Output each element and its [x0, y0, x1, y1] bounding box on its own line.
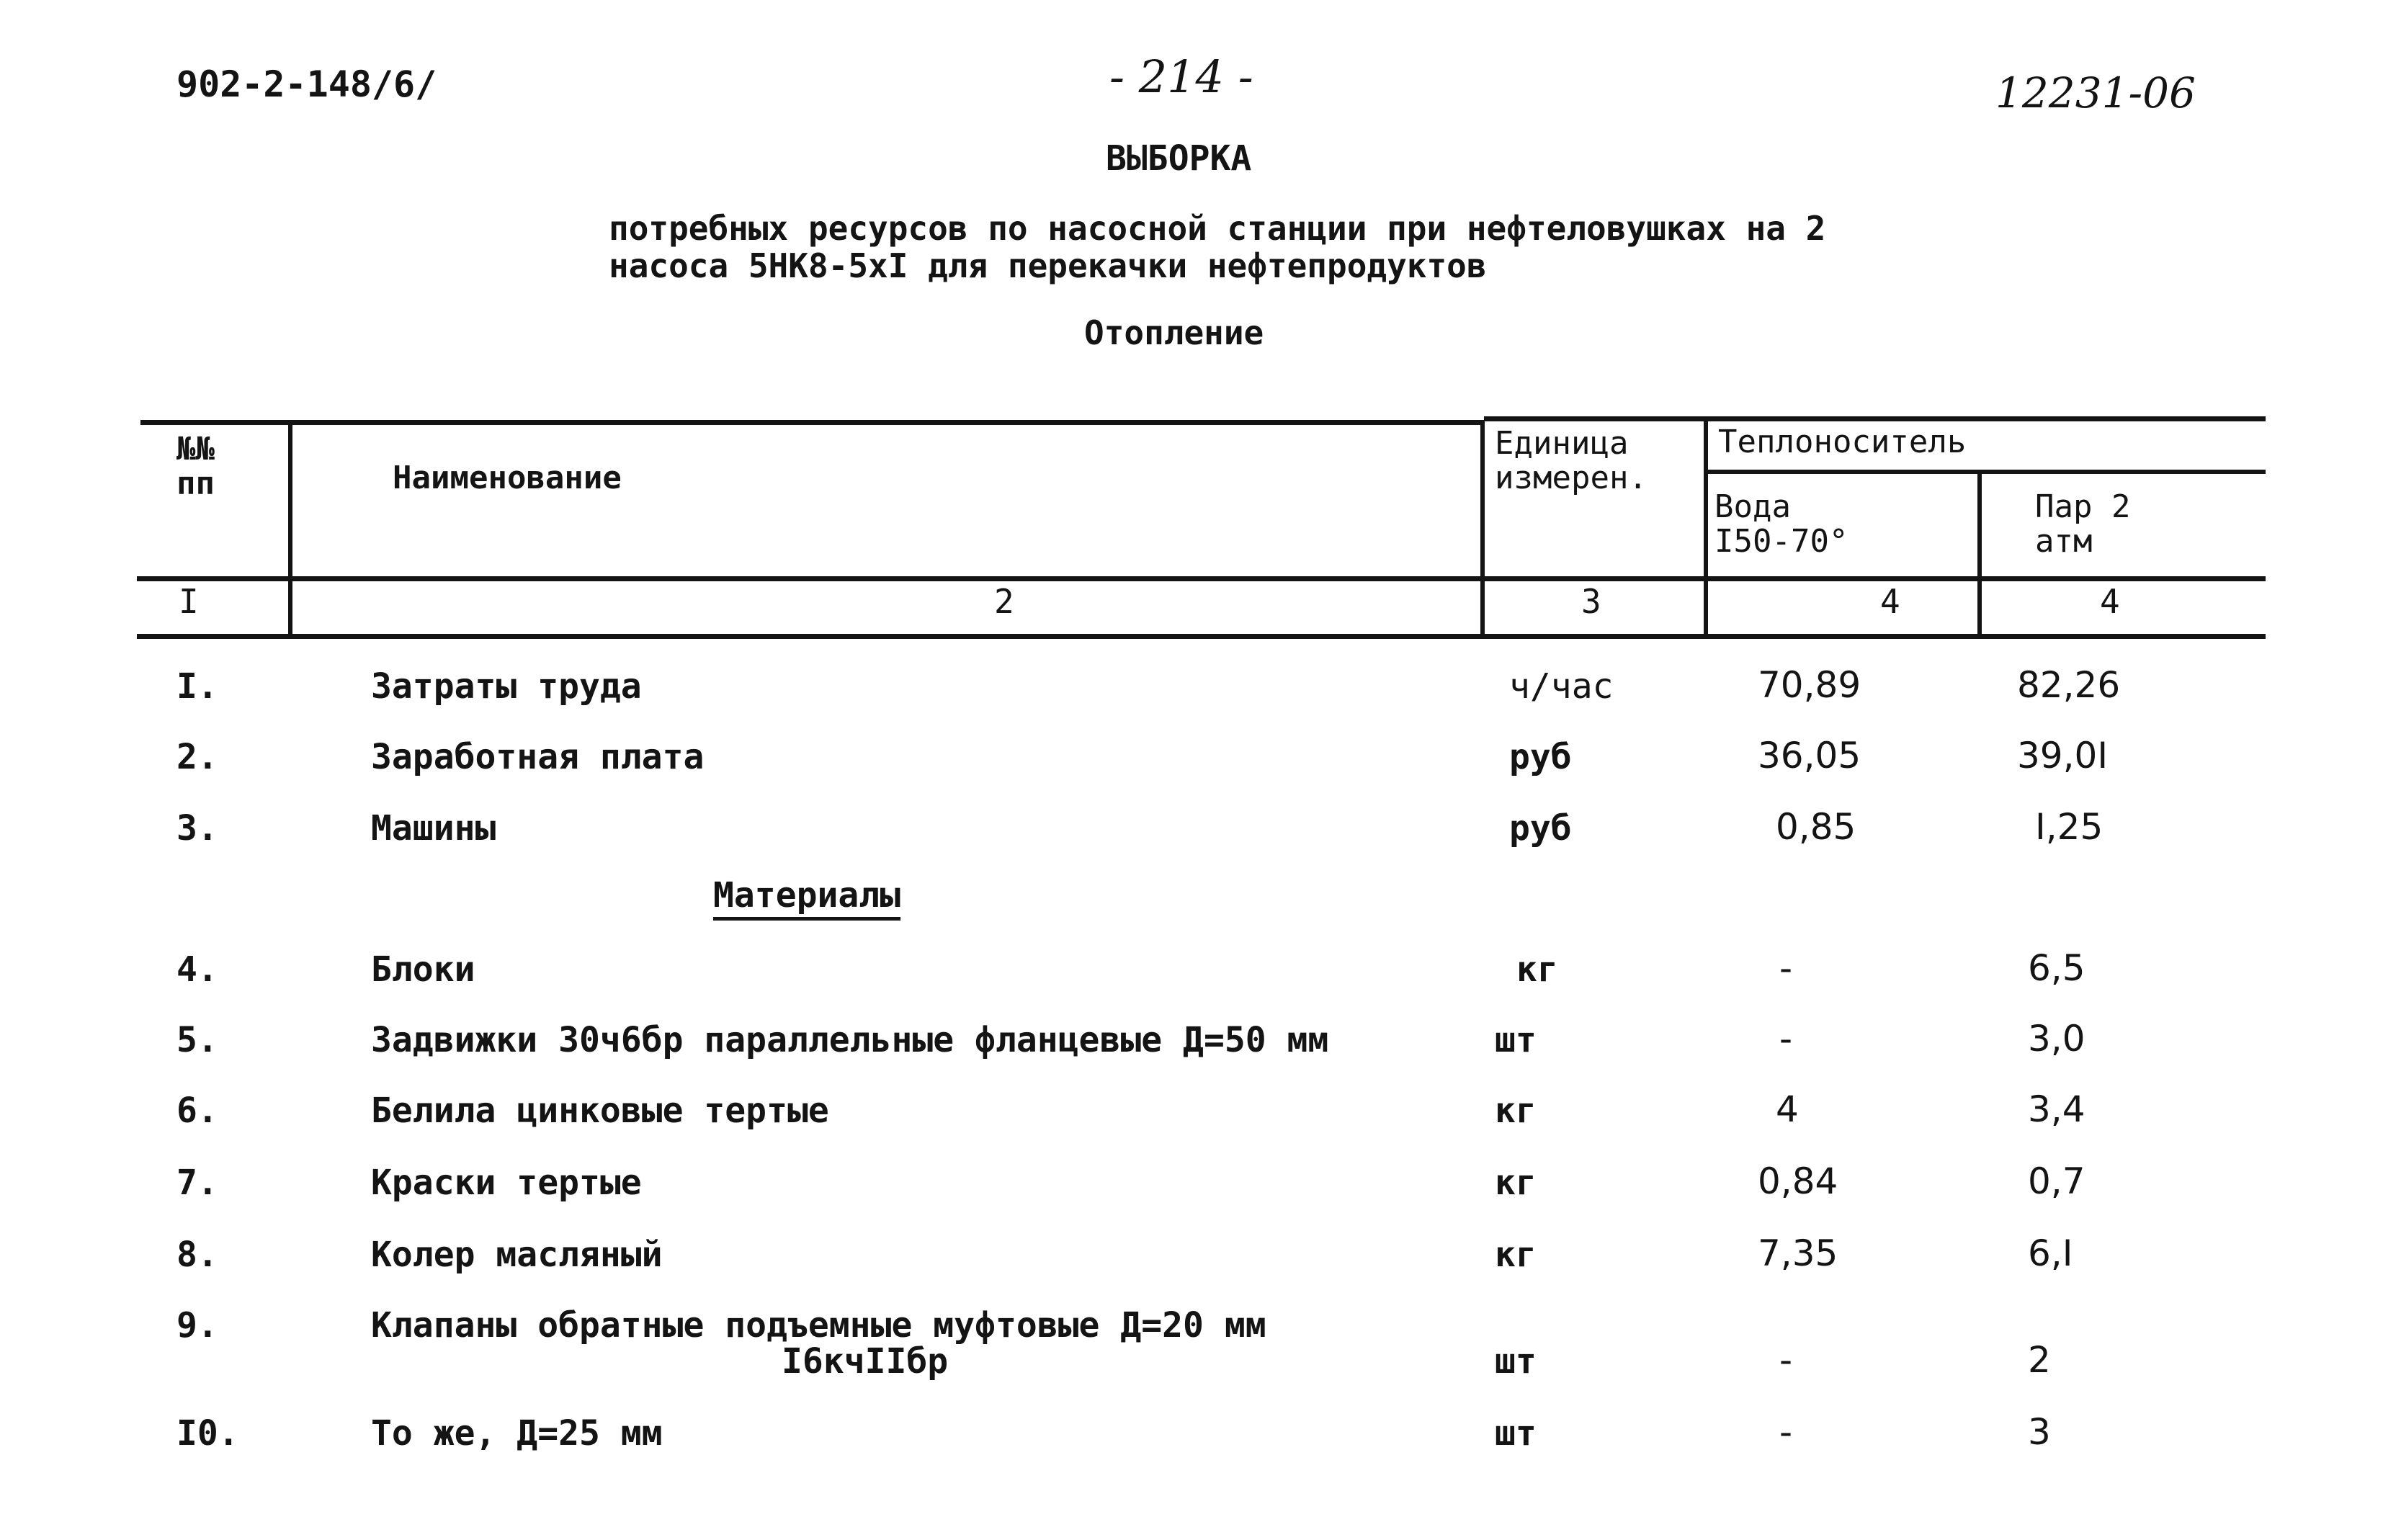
header-steam: Пар 2 атм [2035, 488, 2131, 560]
row-number: 3. [176, 808, 218, 849]
row-water: - [1779, 1411, 1793, 1453]
column-divider-4 [1977, 470, 1982, 637]
row-unit: шт [1495, 1341, 1537, 1382]
row-water: 0,85 [1776, 806, 1856, 848]
row-name: Заработная плата [371, 737, 705, 777]
row-steam: 6,5 [2028, 947, 2085, 989]
row-unit: кг [1516, 949, 1558, 990]
carrier-header-rule [1707, 470, 2266, 474]
index-col-2: 2 [994, 582, 1014, 621]
materials-subheading: Материалы [713, 875, 901, 916]
row-name: Колер масляный [371, 1235, 663, 1275]
section-heading: Отопление [1084, 313, 1264, 352]
row-name: Краски тертые [371, 1163, 642, 1203]
row-unit: шт [1495, 1413, 1537, 1454]
header-heat-carrier: Теплоноситель [1718, 424, 1967, 460]
column-divider-1 [288, 420, 292, 637]
row-name: То же, Д=25 мм [371, 1413, 663, 1454]
row-number: 5. [176, 1020, 218, 1060]
row-unit: кг [1495, 1091, 1537, 1131]
row-name: Блоки [371, 949, 475, 990]
header-bottom-rule [137, 576, 2266, 581]
row-unit: шт [1495, 1020, 1537, 1060]
row-water: 36,05 [1758, 735, 1861, 776]
page-number: - 214 - [1109, 50, 1253, 103]
row-water: 7,35 [1758, 1232, 1838, 1274]
row-name: Затраты труда [371, 666, 642, 707]
row-water: 70,89 [1758, 664, 1861, 706]
row-steam: 3,4 [2028, 1088, 2085, 1130]
row-steam: 0,7 [2028, 1160, 2085, 1202]
archive-number: 12231-06 [1995, 68, 2196, 117]
header-name: Наименование [393, 460, 622, 496]
row-number: 9. [176, 1305, 218, 1346]
row-number: I0. [176, 1413, 239, 1454]
index-col-1: I [179, 582, 199, 621]
row-steam: 3,0 [2028, 1018, 2085, 1060]
header-water: Вода I50-70° [1714, 488, 1848, 560]
row-water: - [1779, 947, 1793, 989]
row-steam: 2 [2028, 1339, 2051, 1381]
row-number: I. [176, 666, 218, 707]
row-steam: 6,I [2028, 1232, 2073, 1274]
row-water: 0,84 [1758, 1160, 1838, 1202]
header-unit: Единица измерен. [1495, 425, 1647, 496]
row-water: - [1779, 1018, 1793, 1060]
row-unit: руб [1509, 737, 1572, 777]
row-name-continuation: I6кчIIбр [782, 1341, 949, 1382]
row-unit: кг [1495, 1235, 1537, 1275]
row-name: Машины [371, 808, 496, 849]
row-water: - [1779, 1339, 1793, 1381]
index-row-bottom-rule [137, 634, 2266, 639]
row-name: Задвижки 30ч6бр параллельные фланцевые Д=50 мм [371, 1020, 1329, 1060]
subtitle-line-2: насоса 5НК8-5хI для перекачки нефтепродуктов [609, 246, 1487, 285]
row-steam: 3 [2028, 1411, 2051, 1453]
index-col-4: 4 [1880, 582, 1900, 621]
row-unit: кг [1495, 1163, 1537, 1203]
subtitle-line-1: потребных ресурсов по насосной станции при нефтеловушках на 2 [609, 209, 1826, 248]
index-col-5: 4 [2100, 582, 2120, 621]
row-number: 4. [176, 949, 218, 990]
table-top-rule-left [140, 420, 1484, 425]
row-number: 7. [176, 1163, 218, 1203]
document-title: ВЫБОРКА [1106, 138, 1252, 179]
row-steam: 82,26 [2017, 664, 2121, 706]
row-name: Клапаны обратные подъемные муфтовые Д=20 мм [371, 1305, 1266, 1346]
index-col-3: 3 [1581, 582, 1601, 621]
row-number: 8. [176, 1235, 218, 1275]
row-steam: 39,0I [2017, 735, 2109, 776]
table-top-rule-right [1484, 416, 2266, 421]
document-code: 902-2-148/6/ [176, 63, 437, 105]
header-number: №№ пп [176, 431, 215, 502]
column-divider-2 [1480, 420, 1485, 637]
row-unit: руб [1509, 808, 1572, 849]
row-unit: ч/час [1509, 666, 1614, 707]
column-divider-3 [1704, 420, 1708, 637]
row-number: 6. [176, 1091, 218, 1131]
row-water: 4 [1776, 1088, 1799, 1130]
row-name: Белила цинковые тертые [371, 1091, 829, 1131]
row-steam: I,25 [2035, 806, 2103, 848]
row-number: 2. [176, 737, 218, 777]
